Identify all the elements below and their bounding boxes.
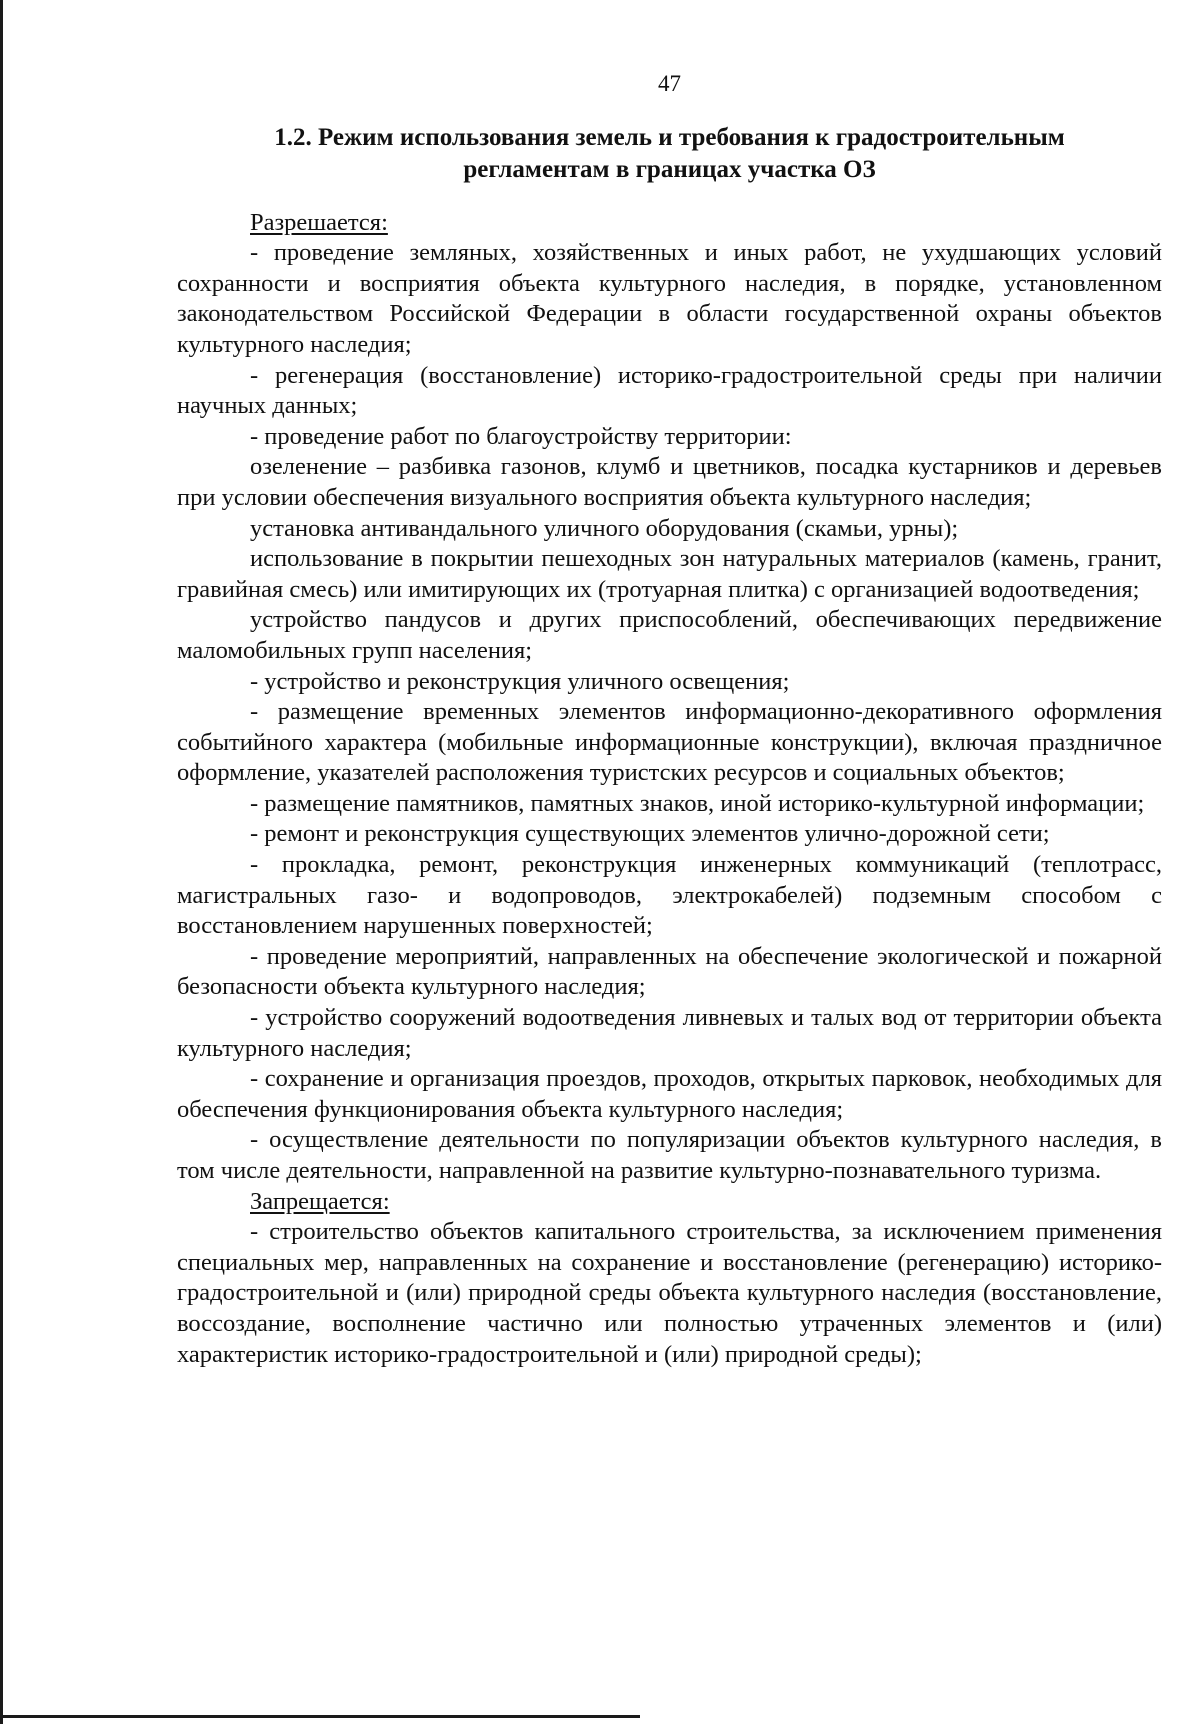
allowed-item: установка антивандального уличного оборудования (скамьи, урны);	[250, 514, 959, 542]
allowed-item: - устройство и реконструкция уличного освещения;	[250, 667, 790, 695]
scan-edge-bottom	[0, 1715, 640, 1718]
allowed-item: - сохранение и организация проездов, проходов, открытых парковок, необходимых для обеспечения функционирования объекта культурного наследия;	[177, 1065, 1162, 1123]
prohibited-item: - строительство объектов капитального строительства, за исключением применения специальных мер, направленных на сохранение и восстановление (регенерацию) историко-градостроительной и (или) природной среды объекта культурного наследия (восстановление, воссоздание, восполнение частично или полностью утраченных элементов и (или) характеристик историко-градостроительной и (или) природной среды);	[177, 1218, 1162, 1368]
document-page	[177, 70, 1162, 1370]
allowed-heading: Разрешается:	[250, 208, 388, 236]
allowed-item: - прокладка, ремонт, реконструкция инженерных коммуникаций (теплотрасс, магистральных газо- и водопроводов, электрокабелей) подземным способом с восстановлением нарушенных поверхностей;	[177, 851, 1162, 940]
allowed-item: - ремонт и реконструкция существующих элементов улично-дорожной сети;	[250, 820, 1050, 848]
section-title-line-2: регламентам в границах участка ОЗ	[463, 155, 876, 183]
allowed-item: - размещение памятников, памятных знаков, иной историко-культурной информации;	[250, 789, 1145, 817]
document-body	[177, 208, 1162, 1371]
allowed-item: устройство пандусов и других приспособлений, обеспечивающих передвижение маломобильных групп населения;	[177, 606, 1162, 664]
allowed-item: - проведение работ по благоустройству территории:	[250, 422, 792, 450]
scan-edge-left	[0, 0, 3, 1724]
section-title	[177, 122, 1162, 186]
page-number: 47	[658, 71, 681, 96]
allowed-item: озеленение – разбивка газонов, клумб и цветников, посадка кустарников и деревьев при условии обеспечения визуального восприятия объекта культурного наследия;	[177, 453, 1162, 511]
allowed-item: - осуществление деятельности по популяризации объектов культурного наследия, в том числе деятельности, направленной на развитие культурно-познавательного туризма.	[177, 1126, 1162, 1184]
section-title-line-1: 1.2. Режим использования земель и требования к градостроительным	[274, 123, 1065, 151]
allowed-item: - регенерация (восстановление) историко-градостроительной среды при наличии научных данных;	[177, 361, 1162, 420]
allowed-item: - размещение временных элементов информационно-декоративного оформления событийного характера (мобильные информационные конструкции), включая праздничное оформление, указателей расположения туристских ресурсов и социальных объектов;	[177, 698, 1162, 787]
prohibited-heading: Запрещается:	[250, 1187, 390, 1215]
allowed-item: - проведение мероприятий, направленных на обеспечение экологической и пожарной безопасности объекта культурного наследия;	[177, 942, 1162, 1001]
allowed-item: - проведение земляных, хозяйственных и иных работ, не ухудшающих условий сохранности и восприятия объекта культурного наследия, в порядке, установленном законодательством Российской Федерации в области государственной охраны объектов культурного наследия;	[177, 239, 1162, 358]
allowed-item: - устройство сооружений водоотведения ливневых и талых вод от территории объекта культурного наследия;	[177, 1004, 1162, 1062]
allowed-item: использование в покрытии пешеходных зон натуральных материалов (камень, гранит, гравийная смесь) или имитирующих их (тротуарная плитка) с организацией водоотведения;	[177, 545, 1162, 603]
